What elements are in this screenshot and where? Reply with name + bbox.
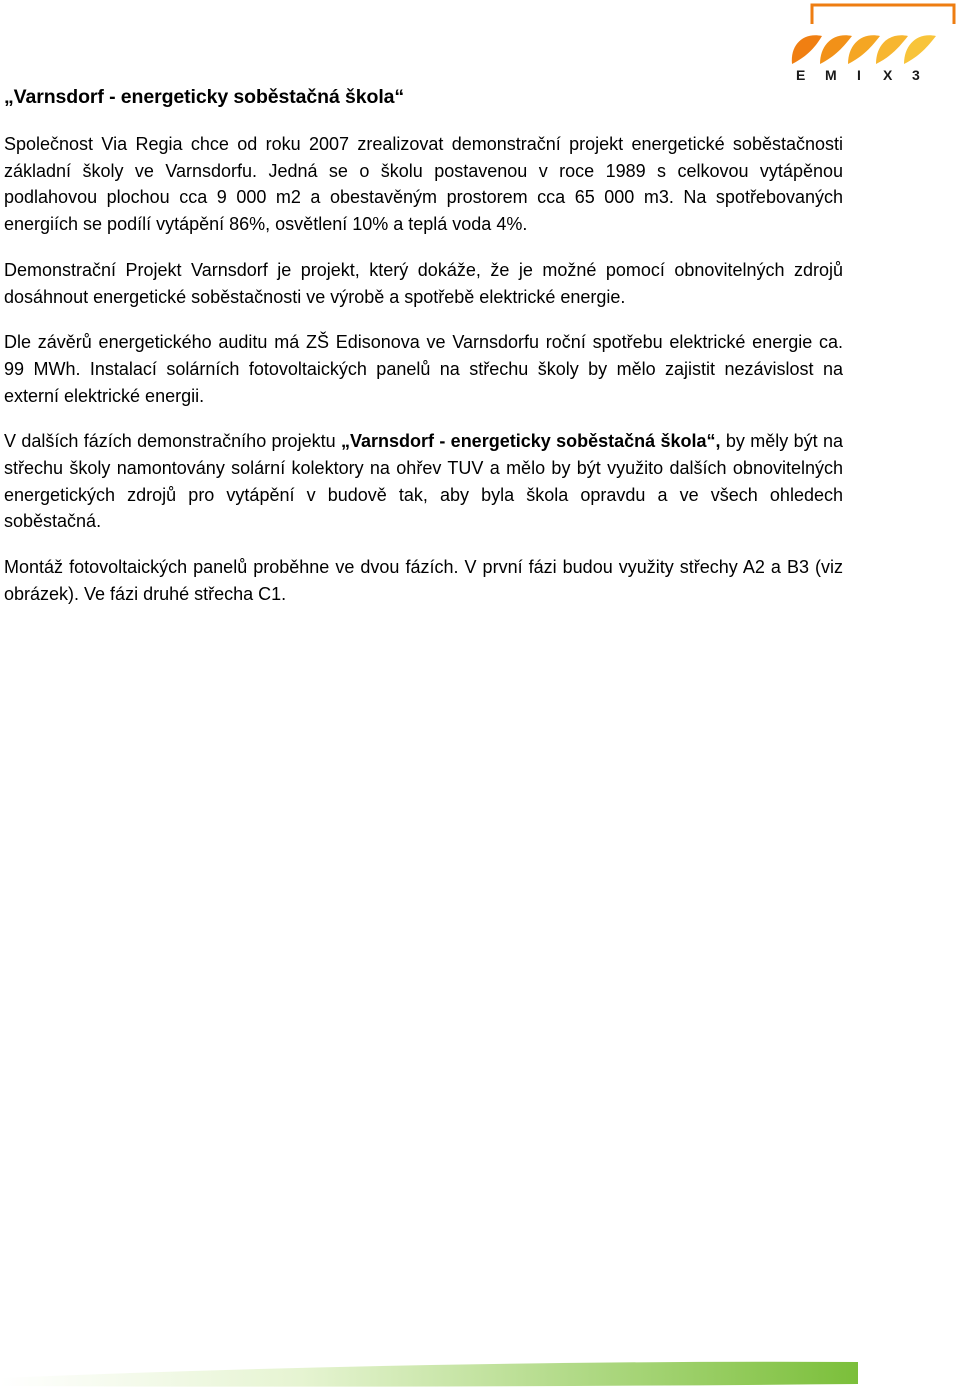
logo-petal-3 (848, 35, 880, 64)
logo-letter-e: E (796, 67, 806, 83)
paragraph-intro: Společnost Via Regia chce od roku 2007 zrealizovat demonstrační projekt energetické soběstačnosti základní školy ve Varnsdorfu. Jedná se o školu postavenou v roce 1989 s celkovou vytápěnou podlahovou plochou cca 9 000 m2 a obestavěným prostorem cca 65 000 m3. Na spotřebovaných energiích se podílí vytápění 86%, osvětlení 10% a teplá voda 4%. (4, 134, 843, 235)
logo-letter-m: M (825, 67, 837, 83)
document-title: „Varnsdorf - energeticky soběstačná škola“ (4, 86, 405, 108)
logo-letter-3: 3 (912, 67, 920, 83)
paragraph-next-phases-after: by měly být na střechu školy namontovány solární kolektory na ohřev TUV a mělo by být využito dalších obnovitelných energetických zdrojů pro vytápění v budově tak, aby byla škola opravdu a ve všech ohledech soběstačná. (4, 431, 843, 532)
emix3-logo (782, 0, 960, 86)
logo-letter-x: X (883, 67, 893, 83)
emix3-logo-graphic (782, 0, 960, 86)
paragraph-project-description: Demonstrační Projekt Varnsdorf je projekt, který dokáže, že je možné pomocí obnovitelných zdrojů dosáhnout energetické soběstačnosti ve výrobě a spotřebě elektrické energie. (4, 259, 843, 307)
paragraph-installation: Montáž fotovoltaických panelů proběhne ve dvou fázích. V první fázi budou využity střechy A2 a B3 (viz obrázek). Ve fázi druhé střecha C1. (4, 557, 843, 604)
footer-bar-shape (0, 1362, 858, 1387)
logo-bracket (812, 5, 954, 24)
paragraph-next-phases-project-name: „Varnsdorf - energeticky soběstačná škola“, (340, 431, 721, 452)
paragraph-next-phases (4, 428, 843, 535)
logo-petal-1 (792, 35, 822, 64)
document-body (4, 84, 843, 608)
footer-bar-graphic (0, 1358, 858, 1388)
logo-petal-5 (904, 35, 936, 64)
logo-letter-i: I (857, 67, 861, 83)
paragraph-energy-audit: Dle závěrů energetického auditu má ZŠ Edisonova ve Varnsdorfu roční spotřebu elektrické energie ca. 99 MWh. Instalací solárních fotovoltaických panelů na střechu školy by mělo zajistit nezávislost na externí elektrické energii. (4, 332, 843, 406)
footer-decorative-bar (0, 1358, 858, 1388)
paragraph-next-phases-before: V dalších fázích demonstračního projektu (4, 431, 341, 452)
logo-petal-4 (876, 35, 908, 64)
logo-petal-2 (820, 35, 852, 64)
